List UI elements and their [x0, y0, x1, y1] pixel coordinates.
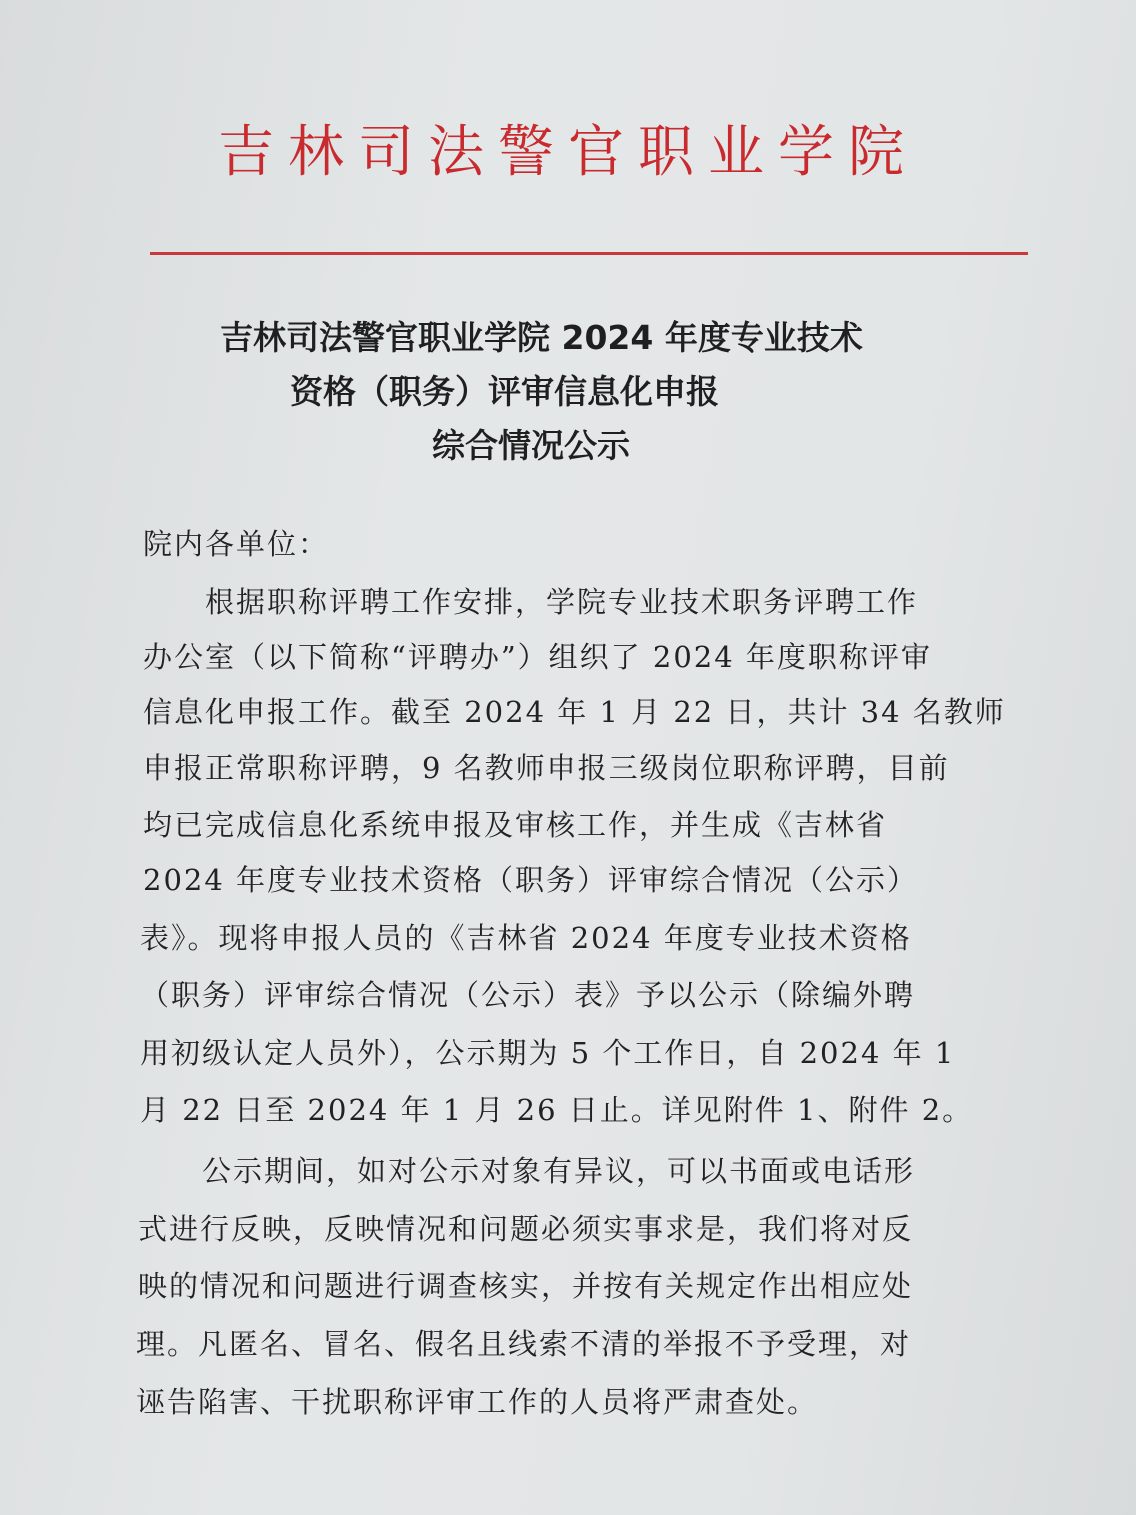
paragraph-2-line-1: 公示期间，如对公示对象有异议，可以书面或电话形: [202, 1154, 916, 1188]
paragraph-1-line-2: 办公室（以下简称“评聘办”）组织了 2024 年度职称评审: [143, 640, 932, 674]
paragraph-1-line-6: 2024 年度专业技术资格（职务）评审综合情况（公示）: [143, 863, 919, 897]
paragraph-1-line-8: （职务）评审综合情况（公示）表》予以公示（除编外聘: [140, 978, 916, 1012]
paragraph-2-line-3: 映的情况和问题进行调查核实，并按有关规定作出相应处: [138, 1269, 914, 1303]
institution-header: 吉林司法警官职业学院: [218, 120, 918, 185]
paragraph-2-line-5: 诬告陷害、干扰职称评审工作的人员将严肃查处。: [136, 1385, 819, 1419]
paragraph-2-line-2: 式进行反映，反映情况和问题必须实事求是，我们将对反: [138, 1212, 914, 1246]
title-line-1: 吉林司法警官职业学院 2024 年度专业技术: [220, 318, 863, 357]
paragraph-1-line-5: 均已完成信息化系统申报及审核工作，并生成《吉林省: [143, 808, 888, 842]
paragraph-1-line-7: 表》。现将申报人员的《吉林省 2024 年度专业技术资格: [140, 921, 912, 955]
paragraph-1-line-1: 根据职称评聘工作安排，学院专业技术职务评聘工作: [205, 585, 919, 619]
title-line-3: 综合情况公示: [432, 426, 630, 465]
title-line-2: 资格（职务）评审信息化申报: [290, 372, 719, 411]
paragraph-1-line-10: 月 22 日至 2024 年 1 月 26 日止。详见附件 1、附件 2。: [140, 1093, 974, 1127]
paragraph-1-line-9: 用初级认定人员外），公示期为 5 个工作日，自 2024 年 1: [140, 1036, 956, 1070]
paragraph-1-line-3: 信息化申报工作。截至 2024 年 1 月 22 日，共计 34 名教师: [143, 695, 1006, 729]
paragraph-1-line-4: 申报正常职称评聘，9 名教师申报三级岗位职称评聘，目前: [143, 751, 950, 785]
salutation: 院内各单位：: [143, 527, 330, 561]
paragraph-2-line-4: 理。凡匿名、冒名、假名且线索不清的举报不予受理，对: [136, 1327, 912, 1361]
red-divider-rule: [150, 252, 1028, 255]
